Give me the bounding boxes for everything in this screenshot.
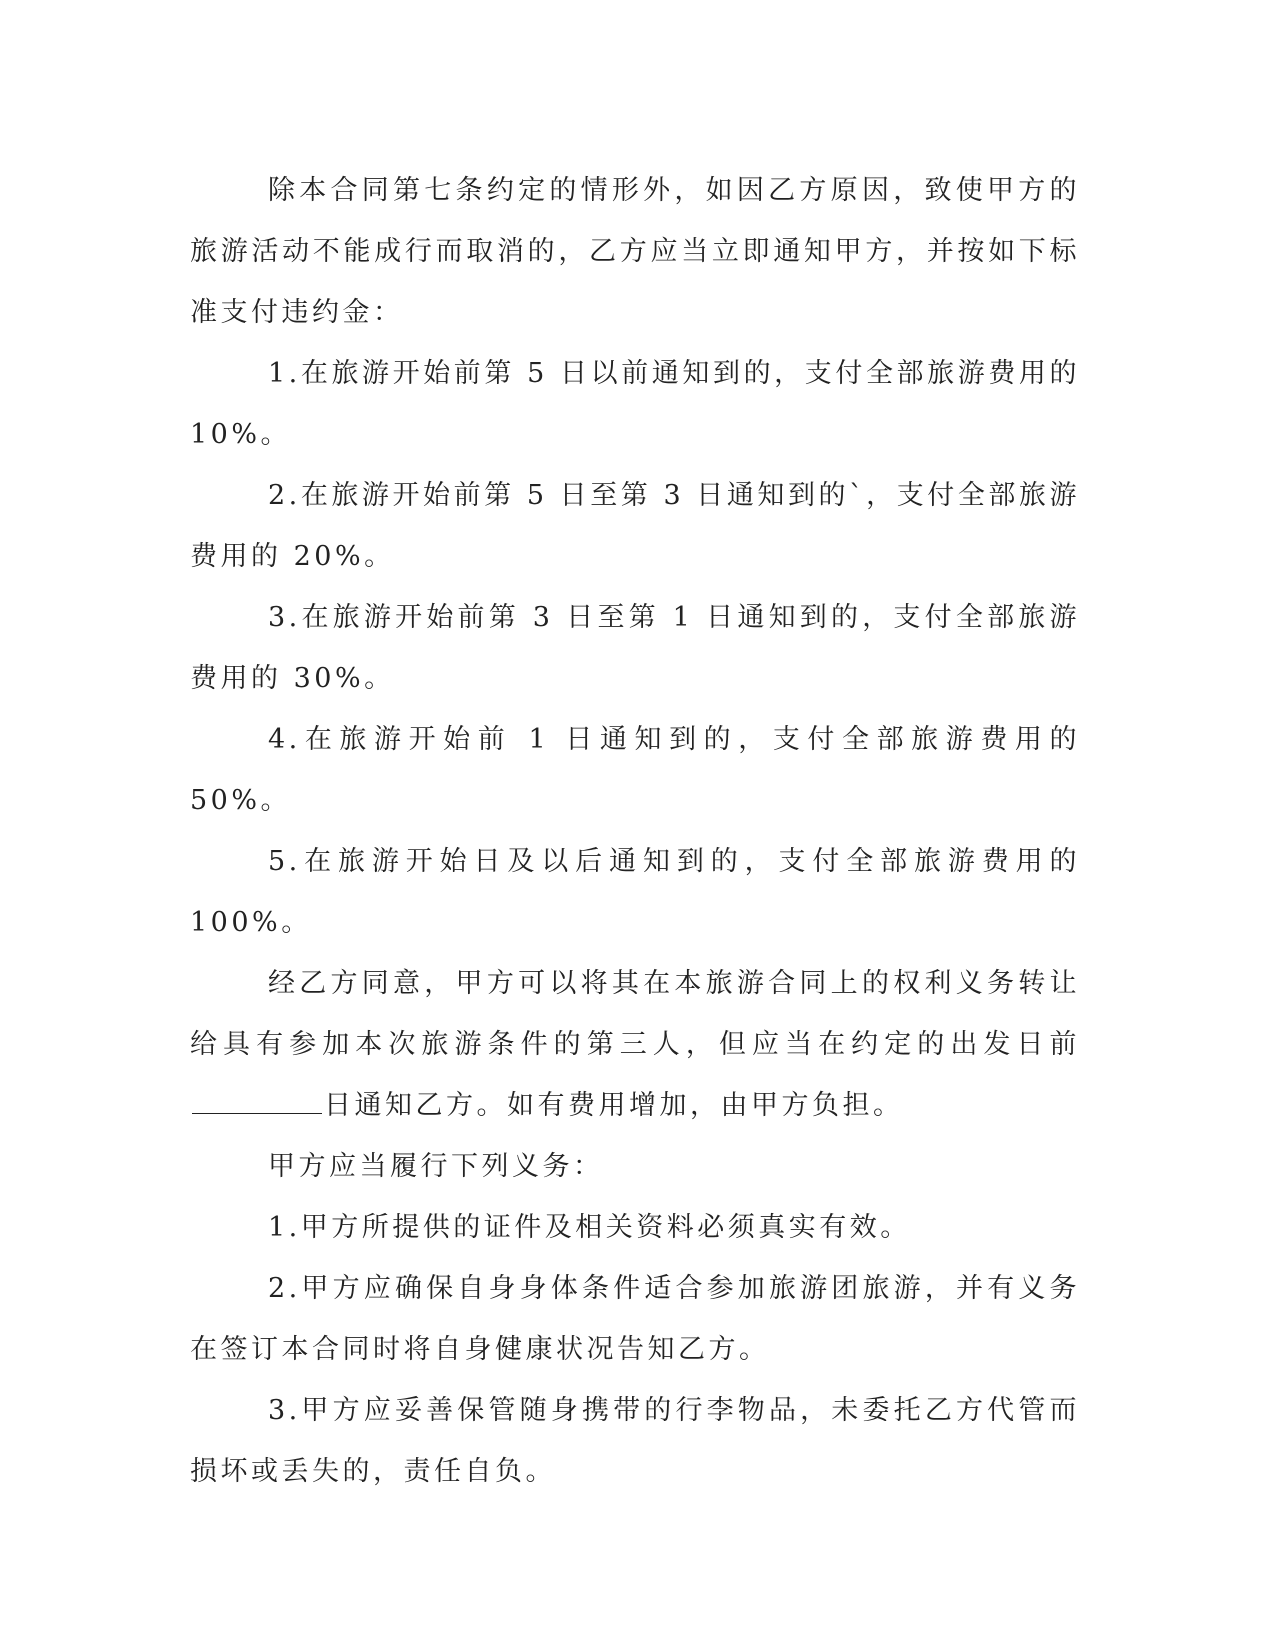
paragraph-obligations-heading: 甲方应当履行下列义务： <box>268 1151 604 1182</box>
fill-in-blank-days <box>192 1087 322 1114</box>
paragraph-obligation-3: 3.甲方应妥善保管随身携带的行李物品，未委托乙方代管而损坏或丢失的，责任自负。 <box>190 1395 1080 1487</box>
transfer-text-before: 经乙方同意，甲方可以将其在本旅游合同上的权利义务转让给具有参加本次旅游条件的第三人，但应当在约定的出发日前 <box>190 968 1080 1060</box>
paragraph-obligation-2: 2.甲方应确保自身身体条件适合参加旅游团旅游，并有义务在签订本合同时将自身健康状况告知乙方。 <box>190 1273 1080 1365</box>
paragraph-penalty-5: 5.在旅游开始日及以后通知到的，支付全部旅游费用的 100%。 <box>190 846 1080 938</box>
paragraph-penalty-4: 4.在旅游开始前 1 日通知到的，支付全部旅游费用的 50%。 <box>190 724 1080 816</box>
paragraph-penalty-2: 2.在旅游开始前第 5 日至第 3 日通知到的`，支付全部旅游费用的 20%。 <box>190 480 1080 572</box>
paragraph-penalty-1: 1.在旅游开始前第 5 日以前通知到的，支付全部旅游费用的 10%。 <box>190 358 1080 450</box>
paragraph-penalty-3: 3.在旅游开始前第 3 日至第 1 日通知到的，支付全部旅游费用的 30%。 <box>190 602 1080 694</box>
paragraph-transfer <box>190 953 1080 1136</box>
document-body <box>190 160 1080 1502</box>
transfer-text-after: 日通知乙方。如有费用增加，由甲方负担。 <box>324 1090 904 1121</box>
paragraph-breach-intro: 除本合同第七条约定的情形外，如因乙方原因，致使甲方的旅游活动不能成行而取消的，乙方应当立即通知甲方，并按如下标准支付违约金： <box>190 175 1080 328</box>
paragraph-obligation-1: 1.甲方所提供的证件及相关资料必须真实有效。 <box>268 1212 911 1243</box>
